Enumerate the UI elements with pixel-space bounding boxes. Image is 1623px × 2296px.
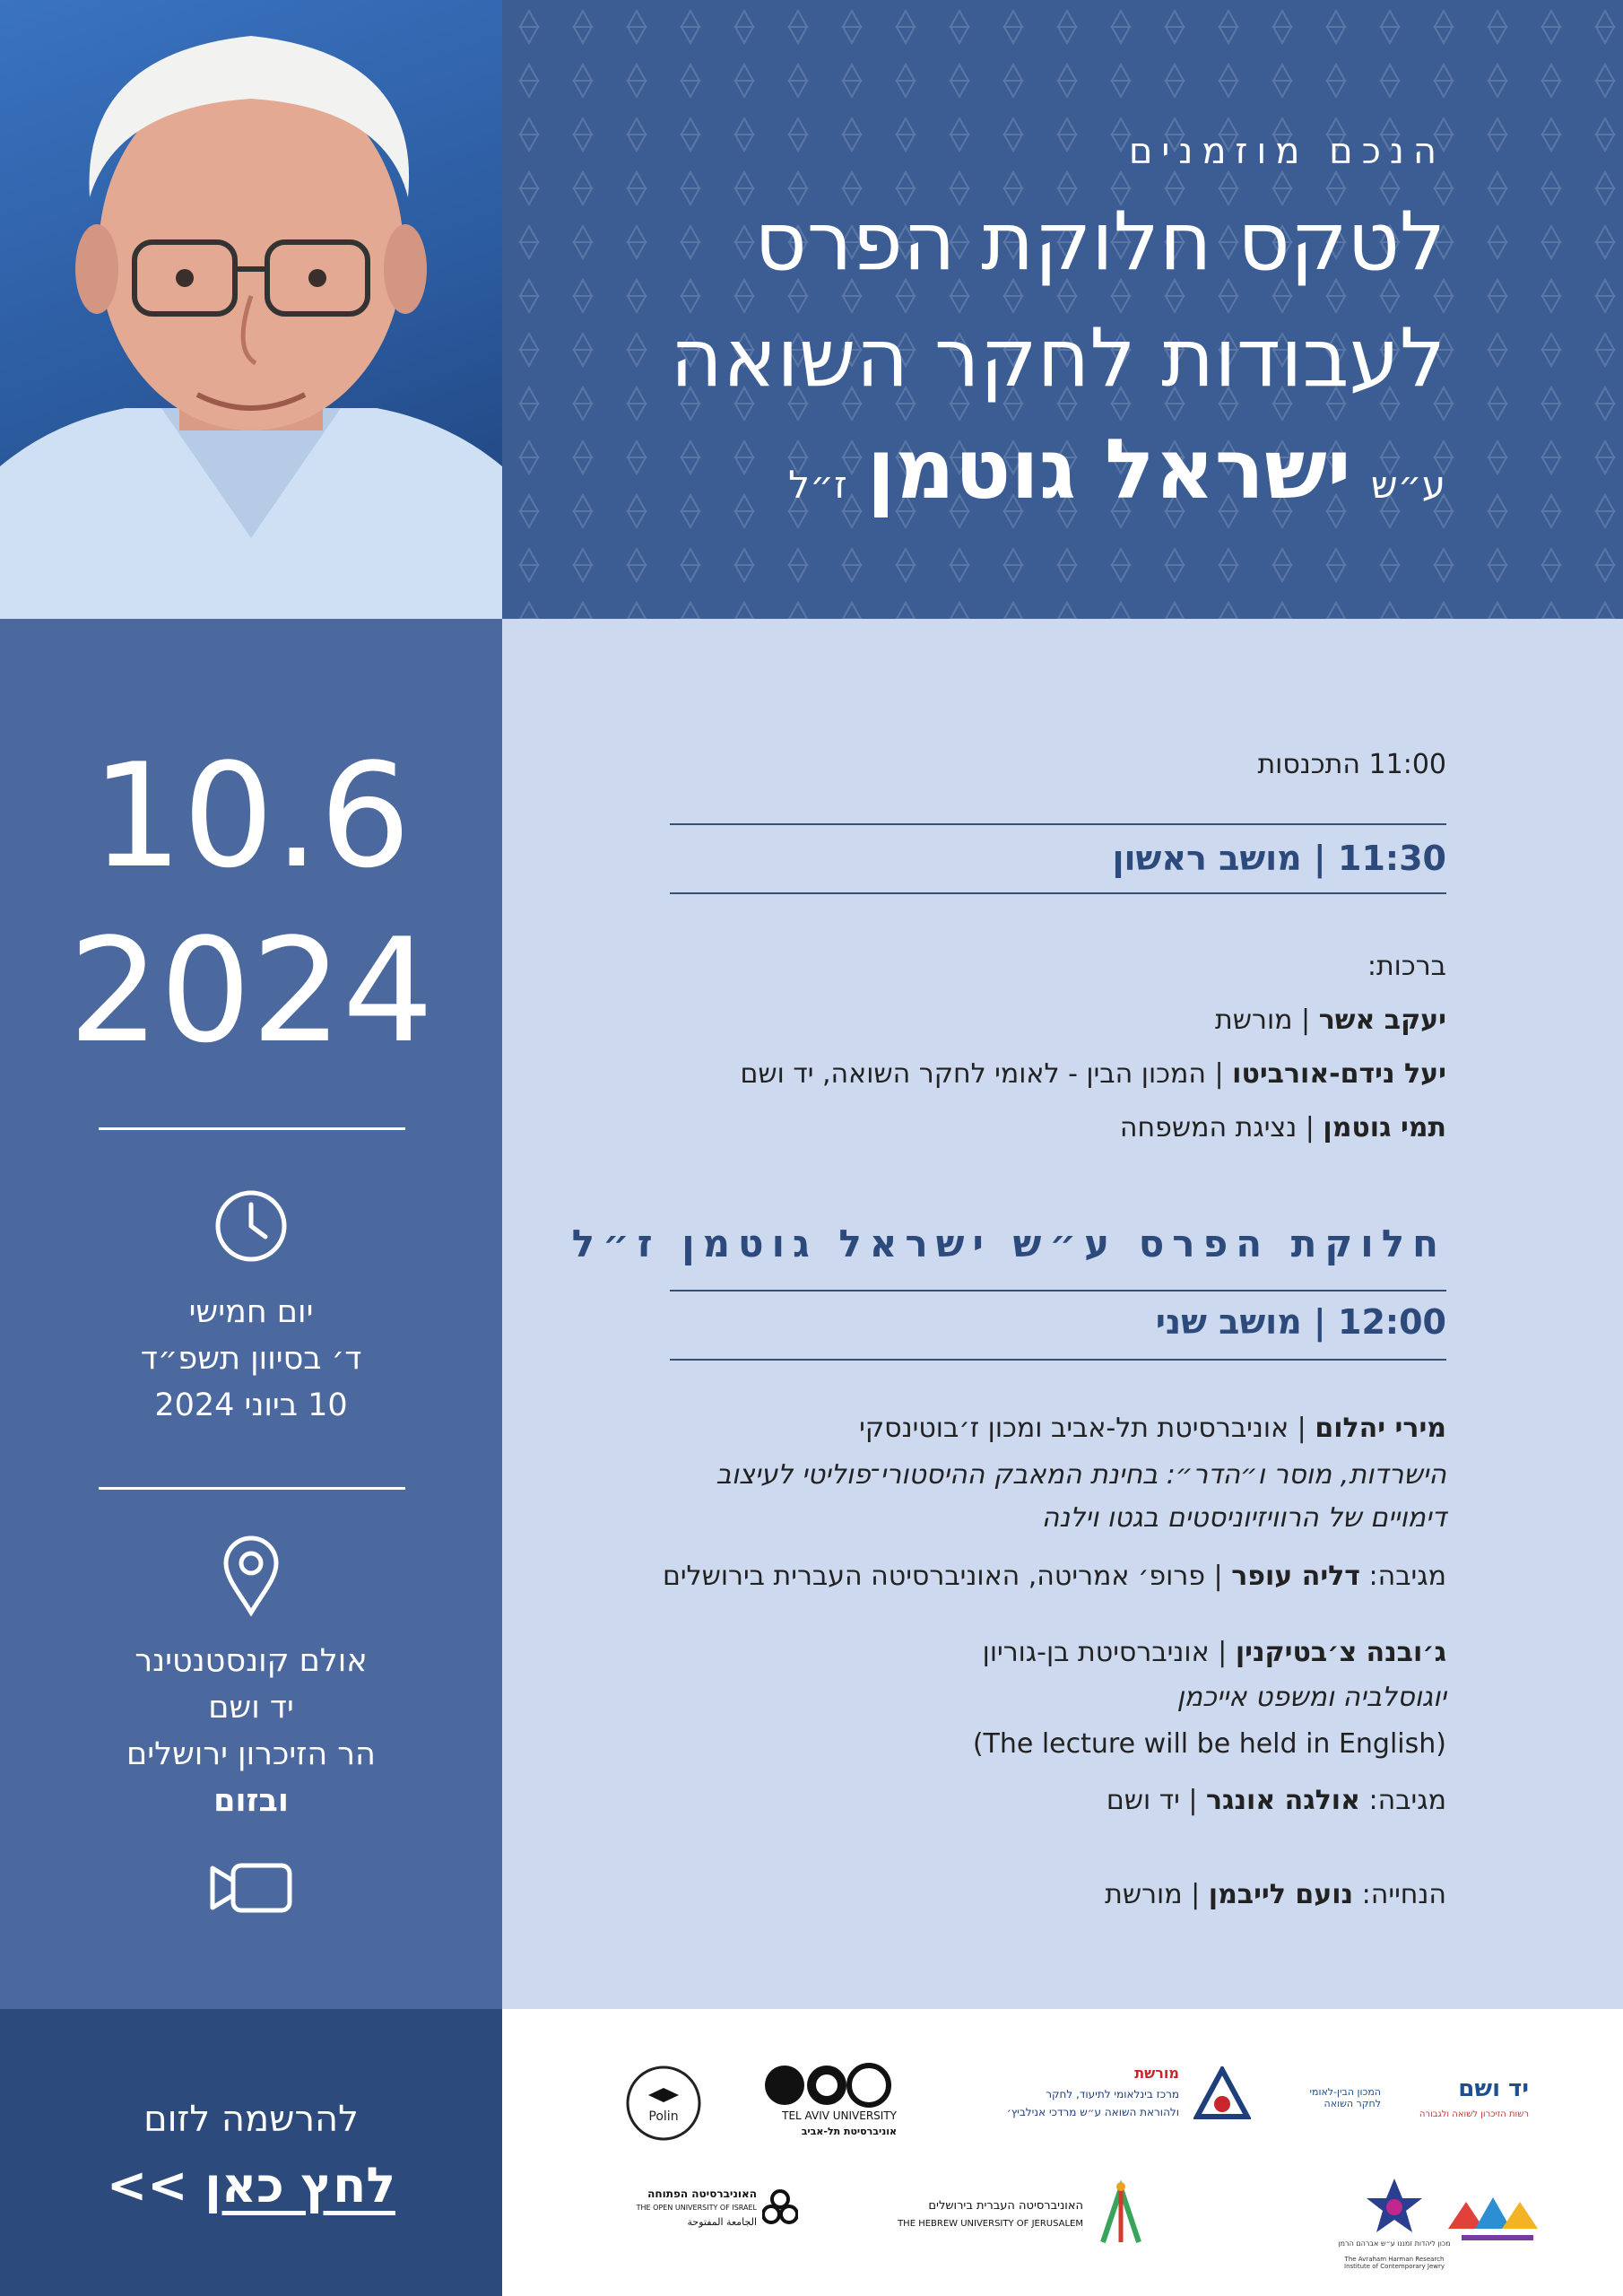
event-date-day-month: 10.6 bbox=[91, 732, 412, 900]
moderator-name: נועם לייבמן bbox=[1208, 1879, 1354, 1910]
respondent-affiliation: יד ושם bbox=[1106, 1785, 1180, 1816]
honoree-name: ישראל גוטמן bbox=[866, 422, 1351, 517]
moreshet-line-1: מרכז בינלאומי לתיעוד, לחקר bbox=[1046, 2088, 1179, 2100]
video-camera-icon bbox=[208, 1861, 294, 1915]
divider bbox=[670, 892, 1446, 894]
divider bbox=[670, 1290, 1446, 1292]
moderator-affiliation: מורשת bbox=[1105, 1879, 1183, 1910]
open-university-icon bbox=[762, 2189, 798, 2225]
partner-logos bbox=[502, 2009, 1623, 2296]
location-pin-icon bbox=[221, 1535, 281, 1616]
open-university-he: האוניברסיטה הפתוחה bbox=[647, 2187, 757, 2200]
venue-zoom: ובזום bbox=[213, 1783, 289, 1819]
respondent-affiliation: פרופ׳ אמריטה, האוניברסיטה העברית בירושלים bbox=[662, 1561, 1206, 1592]
greeter-name: יעל נידם-אורביטו bbox=[1232, 1058, 1446, 1090]
honoree-prefix: ע״ש bbox=[1370, 463, 1445, 507]
greeter-affiliation: המכון הבין - לאומי לחקר השואה, יד ושם bbox=[740, 1058, 1206, 1090]
huji-name-en: THE HEBREW UNIVERSITY OF JERUSALEM bbox=[898, 2219, 1083, 2229]
colorful-shapes-icon bbox=[1444, 2184, 1551, 2247]
event-gregorian-date: 10 ביוני 2024 bbox=[154, 1387, 348, 1423]
greeter: תמי גוטמן | נציגת המשפחה bbox=[1119, 1112, 1446, 1144]
tau-name-he: אוניברסיטת תל-אביב bbox=[801, 2126, 897, 2137]
lecture-title-line-1: הישרדות, מוסר ו״הדר״: בחינת המאבק ההיסטורי־פוליטי לעיצוב bbox=[716, 1459, 1446, 1491]
respondent: מגיבה: דליה עופר | פרופ׳ אמריטה, האוניברסיטה העברית בירושלים bbox=[662, 1561, 1446, 1592]
harman-institute-logo bbox=[1336, 2175, 1453, 2274]
yad-vashem-sub: רשות הזיכרון לשואה ולגבורה bbox=[1419, 2109, 1529, 2119]
session-1-title: מושב ראשון bbox=[1112, 839, 1302, 878]
invitation-header bbox=[502, 0, 1623, 619]
stars-pattern bbox=[502, 0, 1623, 619]
greeter-name: יעקב אשר bbox=[1318, 1004, 1446, 1036]
moreshet-logo bbox=[955, 2063, 1251, 2144]
divider bbox=[670, 823, 1446, 825]
divider bbox=[99, 1127, 405, 1130]
prize-heading: חלוקת הפרס ע״ש ישראל גוטמן ז״ל bbox=[571, 1222, 1446, 1265]
gathering-time: 11:00 התכנסות bbox=[1257, 749, 1446, 780]
moreshet-emblem-icon bbox=[1193, 2066, 1251, 2124]
divider bbox=[670, 1359, 1446, 1361]
yad-vashem-name: יד ושם bbox=[1458, 2075, 1529, 2102]
yad-vashem-logo bbox=[1282, 2074, 1529, 2145]
moderator-label: הנחייה: bbox=[1361, 1879, 1446, 1910]
greeter: יעקב אשר | מורשת bbox=[1215, 1004, 1446, 1036]
event-details-column bbox=[0, 619, 502, 2009]
zoom-registration bbox=[0, 2009, 502, 2296]
event-date-year: 2024 bbox=[68, 907, 434, 1074]
clock-icon bbox=[213, 1188, 289, 1264]
harman-name-he: מכון ליהדות זמננו ע״ש אברהם הרמן bbox=[1338, 2239, 1451, 2248]
speaker-affiliation: אוניברסיטת בן-גוריון bbox=[982, 1637, 1210, 1668]
session-1-heading: 11:30 | מושב ראשון bbox=[1112, 839, 1446, 878]
session-1-time: 11:30 bbox=[1338, 839, 1446, 878]
lecture-title: יוגוסלביה ומשפט אייכמן bbox=[1176, 1682, 1446, 1713]
greeter-affiliation: נציגת המשפחה bbox=[1119, 1112, 1298, 1144]
registration-label: להרשמה לזום bbox=[143, 2099, 359, 2140]
venue-place: הר הזיכרון ירושלים bbox=[126, 1736, 376, 1772]
huji-emblem-icon bbox=[1094, 2179, 1148, 2251]
huji-name-he: האוניברסיטה העברית בירושלים bbox=[928, 2199, 1083, 2213]
register-link[interactable] bbox=[0, 2157, 502, 2213]
divider bbox=[99, 1487, 405, 1490]
polin-logo bbox=[623, 2063, 704, 2144]
session-2-heading: 12:00 | מושב שני bbox=[1155, 1302, 1446, 1342]
respondent-name: דליה עופר bbox=[1231, 1561, 1360, 1592]
open-university-en: THE OPEN UNIVERSITY OF ISRAEL bbox=[636, 2204, 757, 2212]
polin-seal-icon bbox=[623, 2063, 704, 2144]
speaker-name: ג׳ובנה צ׳בטיקנין bbox=[1235, 1637, 1446, 1668]
title-line-1: לטקס חלוקת הפרס bbox=[754, 195, 1445, 289]
speaker-2: ג׳ובנה צ׳בטיקנין | אוניברסיטת בן-גוריון bbox=[982, 1637, 1446, 1668]
respondent: מגיבה: אולגה אונגר | יד ושם bbox=[1106, 1785, 1446, 1816]
event-hebrew-date: ד׳ בסיוון תשפ״ד bbox=[140, 1341, 362, 1377]
speaker-affiliation: אוניברסיטת תל-אביב ומכון ז׳בוטינסקי bbox=[859, 1413, 1289, 1444]
portrait-photo bbox=[0, 0, 502, 619]
polin-name: Polin bbox=[648, 2109, 679, 2124]
tau-emblem-icon bbox=[762, 2063, 897, 2108]
greeter-name: תמי גוטמן bbox=[1323, 1112, 1446, 1144]
tau-name-en: TEL AVIV UNIVERSITY bbox=[782, 2109, 897, 2122]
register-link-text[interactable]: לחץ כאן bbox=[204, 2157, 396, 2213]
greeter-affiliation: מורשת bbox=[1215, 1004, 1293, 1036]
colorful-initiative-logo bbox=[1444, 2184, 1551, 2256]
title-line-2: לעבודות לחקר השואה bbox=[670, 311, 1445, 405]
venue-org: יד ושם bbox=[208, 1690, 294, 1726]
respondent-label: מגיבה: bbox=[1368, 1785, 1446, 1816]
greetings-label: ברכות: bbox=[1367, 951, 1446, 982]
speaker-1: מירי יהלום | אוניברסיטת תל-אביב ומכון ז׳בוטינסקי bbox=[859, 1413, 1446, 1444]
session-2-time: 12:00 bbox=[1338, 1302, 1446, 1342]
moreshet-name: מורשת bbox=[1134, 2065, 1179, 2082]
harman-name-en: The Avraham Harman Research Institute of Contemporary Jewry bbox=[1344, 2256, 1445, 2271]
venue-hall: אולם קונסטנטינר bbox=[135, 1643, 368, 1679]
moderator: הנחייה: נועם לייבמן | מורשת bbox=[1105, 1879, 1446, 1910]
hebrew-university-logo bbox=[888, 2179, 1148, 2260]
harman-star-icon bbox=[1363, 2175, 1426, 2238]
open-university-ar: الجامعة المفتوحة bbox=[687, 2216, 757, 2228]
yad-vashem-institute: המכון הבין-לאומי לחקר השואה bbox=[1309, 2086, 1381, 2109]
lecture-title-line-2: דימויים של הרוויזיוניסטים בגטו וילנה bbox=[1041, 1502, 1446, 1534]
arrows-icon: >> bbox=[106, 2157, 188, 2213]
speaker-name: מירי יהלום bbox=[1315, 1413, 1446, 1444]
respondent-label: מגיבה: bbox=[1368, 1561, 1446, 1592]
session-2-title: מושב שני bbox=[1155, 1302, 1302, 1342]
language-note: (The lecture will be held in English) bbox=[972, 1728, 1446, 1760]
respondent-name: אולגה אונגר bbox=[1206, 1785, 1360, 1816]
tel-aviv-university-logo bbox=[762, 2063, 897, 2144]
honoree-line bbox=[788, 422, 1445, 517]
honoree-suffix: ז״ל bbox=[788, 463, 847, 507]
greeter: יעל נידם-אורביטו | המכון הבין - לאומי לחקר השואה, יד ושם bbox=[740, 1058, 1446, 1090]
open-university-logo bbox=[628, 2184, 798, 2256]
event-weekday: יום חמישי bbox=[188, 1294, 314, 1330]
invite-line: הנכם מוזמנים bbox=[1128, 131, 1445, 172]
moreshet-line-2: ולהוראת השואה ע״ש מרדכי אנילביץ׳ bbox=[1006, 2106, 1179, 2118]
program-schedule bbox=[502, 619, 1623, 2009]
